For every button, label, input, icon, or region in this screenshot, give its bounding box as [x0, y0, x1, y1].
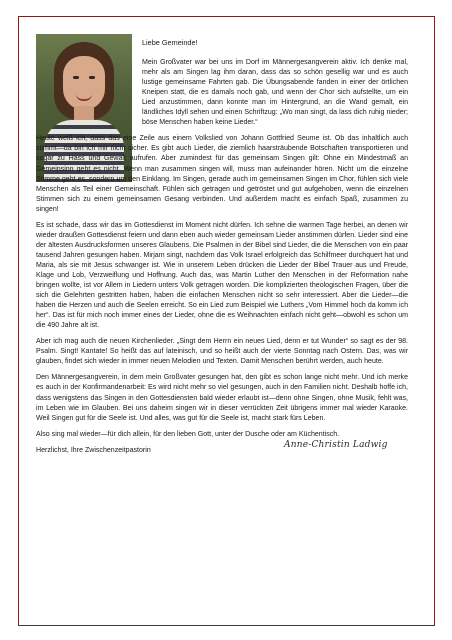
- handwritten-signature: Anne-Christin Ladwig: [284, 439, 388, 450]
- paragraph-seume: Heute weiß ich, dass das eine Zeile aus einem Volkslied von Johann Gottfried Seume ist. Ob das inhaltlich auch stimmt—da bin ich mir nicht sicher. Es gibt auch Lieder, die ziemlich haarsträubende Botschaften transportieren und sogar zu Hass und Gewalt aufrufen. Aber zumindest für das gemeinsam Singen gilt: Ohne ein Mindestmaß an Gemeinsinn geht es nicht. Wenn man zusammen singen will, muss man aufeinander hören. Nicht um die einzelne Stimme geht es, sondern um den Einklang. Im Singen, gerade auch im gemeinsamen Singen im Chor, fühlen sich viele Menschen als Teil einer Gemeinschaft. Fühlen sich getragen und getröstet und gut aufgehoben, wenn die einzelnen Stimmen sich zu einem gemeinsamen Gesang verbinden. Und außerdem macht es einfach Spaß, zusammen zu singen!: [36, 135, 408, 213]
- greeting: Liebe Gemeinde!: [142, 38, 198, 47]
- closing-text: Herzlichst, Ihre Zwischenzeitpastorin: [36, 446, 151, 454]
- paragraph-gottesdienst: Es ist schade, dass wir das im Gottesdienst im Moment nicht dürfen. Ich sehne die warmen Tage herbei, an denen wir wieder draußen Gottesdienst feiern und dann eben auch wieder gemeinsam Lieder anstimmen dürfen. Lieder sind eine der ältesten Ausdrucksformen unseres Glaubens. Die Psalmen in der Bibel sind Lieder, die die Menschen von ein paar tausend Jahren gesungen haben. Mirjam singt, nachdem das Volk Israel erfolgreich das Schilfmeer durchquert hat und Maria, als sie mit Jesus schwanger ist. Wie in unserem Leben drücken die Lieder der Bibel Trauer aus und Freude, Klage und Lob, Verzweiflung und Hoffnung. Auch das, was Martin Luther den Menschen in der Reformation nahe bringen wollte, ist vor Allem in Liedern unters Volk getragen worden. Die komplizierten theologischen Fragen, über die sich die Gelehrten gestritten haben, haben die einfachen Menschen nicht so sehr interessiert. Aber die Lieder—die haben die Herzen und auch die Seelen erreicht. So ein Lied zum Beispiel wie Luthers „Vom Himmel hoch da komm ich her“. Das ist für mich noch immer eines der Lieder, ohne die es Weihnachten einfach nicht geht—obwohl es schon um die 490 Jahre alt ist.: [36, 221, 408, 330]
- letter-body: [36, 38, 408, 468]
- paragraph-sing-mal-wieder: Also sing mal wieder—für dich allein, für den lieben Gott, unter der Dusche oder am Küchentisch.: [36, 430, 340, 438]
- paragraph-kirchenlieder: Aber ich mag auch die neuen Kirchenlieder. „Singt dem Herrn ein neues Lied, denn er tut Wunder“ so sagt es der 98. Psalm. Singt! Kantate! So heißt das auf lateinisch, und so heißt auch der vierte Sonntag nach Ostern. Das, was wir glauben, findet sich wieder in immer neuen Melodien und Texten. Damit Menschen berührt werden, auch heute.: [36, 338, 408, 366]
- closing-row: [36, 439, 408, 468]
- intro-block: [36, 38, 408, 128]
- intro-paragraph: Mein Großvater war bei uns im Dorf im Männergesangverein aktiv. Ich denke mal, mehr als am Singen lag ihm daran, dass das so schön gesellig war und es auch lustige gemeinsame Fahrten gab. Die Übungsabende fanden in einer der örtlichen Kneipen statt, die es damals noch gab, und wenn der Chor sich aufstellte, um ein Lied anzustimmen, dann konnte man im Hintergrund, an die Wand gemalt, ein ländliches Idyll sehen und einen Schriftzug: „Wo man singt, da lass dich ruhig nieder; böse Menschen haben keine Lieder.“: [142, 59, 408, 127]
- paragraph-maennergesangverein: Den Männergesangverein, in dem mein Großvater gesungen hat, den gibt es schon lange nicht mehr. Und ich merke es auch in der Konfirmandenarbeit: Es wird nicht mehr so viel gesungen, auch in den Familien nicht. Deshalb hoffe ich, dass wenigstens das Singen in den Gottesdiensten bald wieder erlaubt ist—denn ohne Singen, ohne Musik, fehlt was, im Leben wie im Glauben. Bei uns daheim singen wir in dieser verrückten Zeit übrigens immer mal wieder Karaoke. Weil Singen gut für die Seele ist. Und alles, was gut für die Seele ist, macht stark fürs Leben.: [36, 374, 408, 422]
